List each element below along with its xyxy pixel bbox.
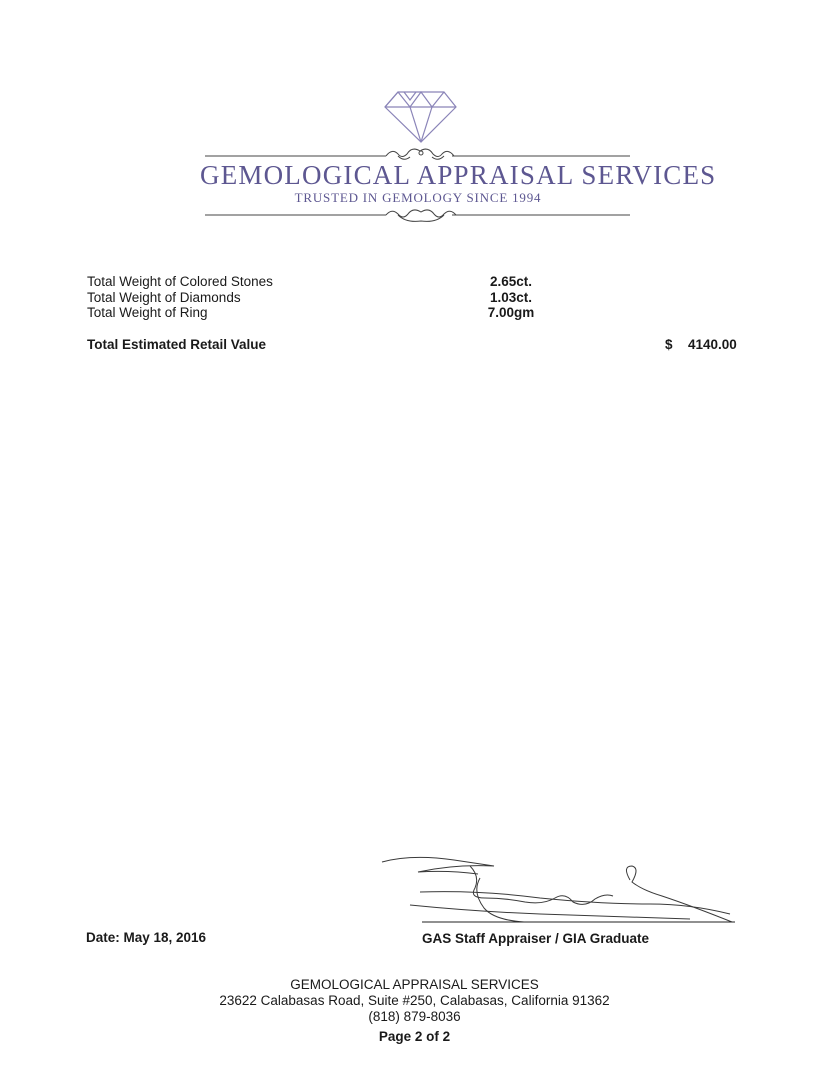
appraiser-title: GAS Staff Appraiser / GIA Graduate [422, 931, 650, 946]
company-tagline: TRUSTED IN GEMOLOGY SINCE 1994 [294, 190, 542, 205]
total-amount: 4140.00 [688, 337, 737, 352]
weight-label: Total Weight of Ring [87, 305, 208, 320]
weight-row [0, 305, 829, 321]
weight-value: 2.65ct. [489, 274, 533, 289]
weight-row [0, 274, 829, 290]
total-currency: $ [665, 337, 673, 352]
footer-company: GEMOLOGICAL APPRAISAL SERVICES [290, 977, 539, 992]
weight-value: 1.03ct. [489, 290, 533, 305]
diamond-icon [385, 92, 456, 142]
total-label: Total Estimated Retail Value [87, 337, 267, 352]
weight-label: Total Weight of Colored Stones [87, 274, 273, 289]
footer-address: 23622 Calabasas Road, Suite #250, Calabasas, California 91362 [219, 993, 610, 1008]
company-name: GEMOLOGICAL APPRAISAL SERVICES [200, 160, 717, 190]
weight-row [0, 290, 829, 306]
bottom-rule-ornament [205, 210, 630, 221]
weight-value: 7.00gm [487, 305, 535, 320]
weight-label: Total Weight of Diamonds [87, 290, 241, 305]
top-rule-ornament [205, 149, 630, 159]
appraisal-date: Date: May 18, 2016 [86, 930, 207, 945]
footer-phone: (818) 879-8036 [368, 1009, 461, 1024]
page-number: Page 2 of 2 [378, 1029, 451, 1044]
signature [370, 850, 750, 930]
